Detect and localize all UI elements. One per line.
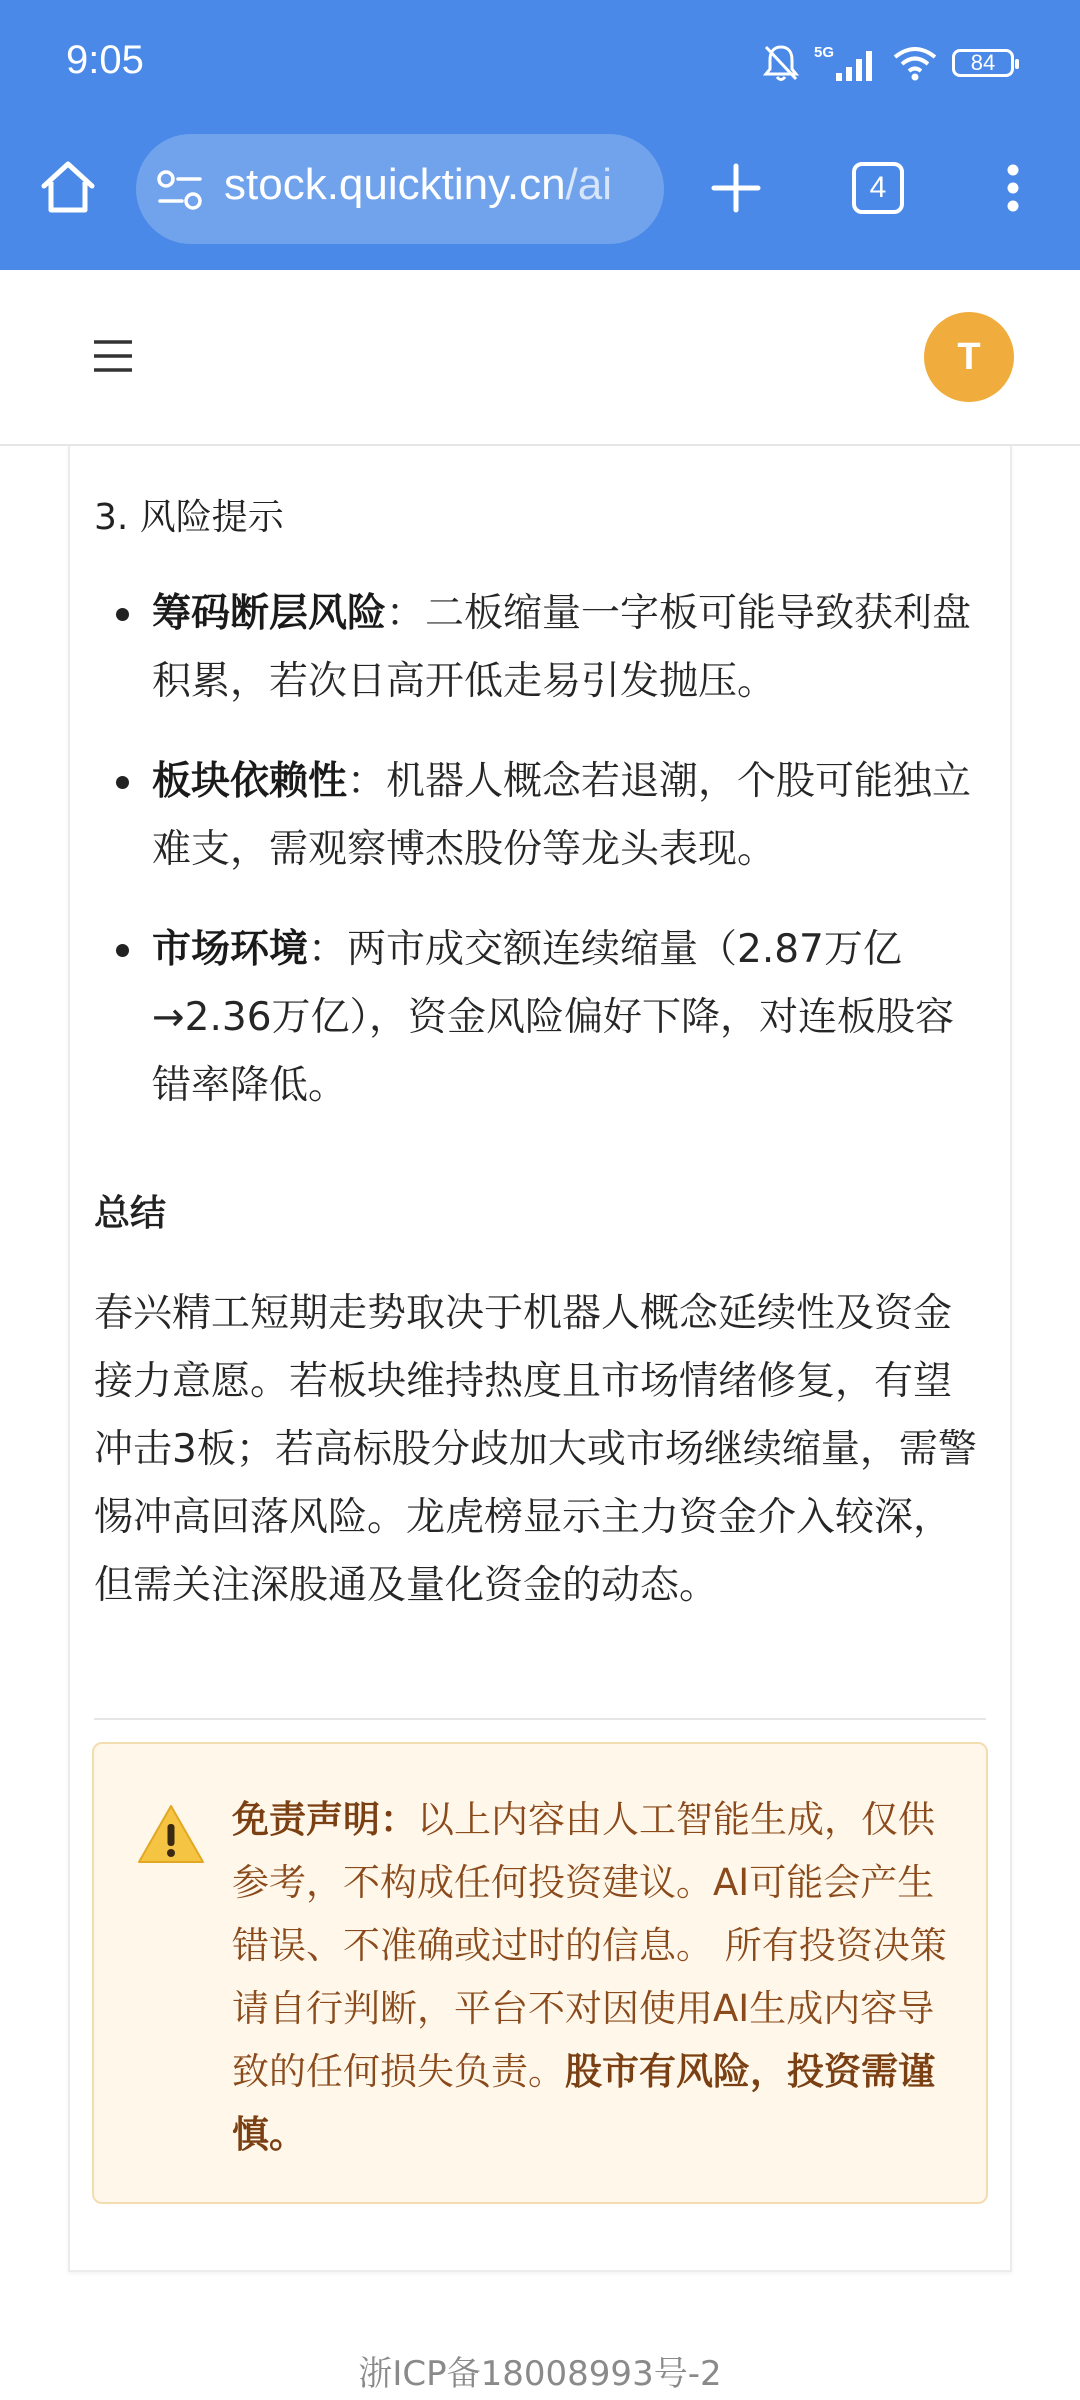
disclaimer-body: 以上内容由人工智能生成，仅供参考，不构成任何投资建议。AI可能会产生错误、不准确或过时的信息。 所有投资决策请自行判断，平台不对因使用AI生成内容导致的任何损失负责。	[232, 1798, 947, 2093]
status-icons	[762, 40, 1014, 86]
url-text[interactable]	[224, 160, 612, 210]
risk-list	[94, 580, 974, 1152]
more-menu-icon[interactable]	[998, 160, 1028, 220]
site-settings-icon[interactable]	[156, 168, 204, 212]
risk-term: 筹码断层风险	[152, 591, 387, 636]
battery-level: 84	[970, 50, 996, 75]
bell-muted-icon	[762, 43, 800, 83]
risk-separator: ：	[308, 927, 348, 972]
disclaimer-text	[232, 1788, 952, 2166]
summary-title: 总结	[94, 1193, 167, 1234]
site-header	[0, 270, 1080, 446]
divider	[94, 1718, 986, 1720]
icp-footer[interactable]: 浙ICP备18008993号-2	[358, 2354, 722, 2394]
signal-5g-icon	[814, 43, 878, 83]
list-item	[94, 748, 974, 884]
address-bar[interactable]	[136, 134, 664, 244]
list-item	[94, 916, 974, 1120]
status-time: 9:05	[66, 38, 144, 82]
risk-term: 板块依赖性	[152, 759, 348, 804]
disclaimer-box	[92, 1742, 988, 2204]
tab-switcher-button[interactable]	[852, 162, 904, 214]
home-icon[interactable]	[36, 156, 100, 220]
url-path: /ai	[565, 160, 613, 209]
risk-separator: ：	[347, 759, 387, 804]
disclaimer-label: 免责声明：	[232, 1798, 417, 1841]
battery-icon	[952, 49, 1014, 77]
user-avatar[interactable]	[924, 312, 1014, 402]
svg-text:5G: 5G	[814, 44, 835, 61]
summary-text: 春兴精工短期走势取决于机器人概念延续性及资金接力意愿。若板块维持热度且市场情绪修复，有望冲击3板；若高标股分歧加大或市场继续缩量，需警惕冲高回落风险。龙虎榜显示主力资金介入较深，但需关注深股通及量化资金的动态。	[94, 1291, 977, 1608]
avatar-initial: T	[957, 335, 981, 378]
risk-text: 机器人概念若退潮，个股可能独立难支，需观察博杰股份等龙头表现。	[152, 759, 972, 872]
risk-text: 两市成交额连续缩量（2.87万亿→2.36万亿），资金风险偏好下降，对连板股容错率降低。	[152, 927, 955, 1108]
risk-separator: ：	[386, 591, 426, 636]
risk-text: 二板缩量一字板可能导致获利盘积累，若次日高开低走易引发抛压。	[152, 591, 972, 704]
section-heading: 3. 风险提示	[94, 497, 284, 538]
list-item	[94, 580, 974, 716]
hamburger-menu-icon[interactable]	[92, 336, 134, 376]
wifi-icon	[892, 43, 938, 83]
disclaimer-emphasis: 股市有风险，投资需谨慎。	[232, 2050, 935, 2156]
new-tab-icon[interactable]	[706, 158, 766, 218]
browser-chrome	[0, 0, 1080, 270]
url-host: stock.quicktiny.cn	[224, 160, 566, 209]
warning-icon	[136, 1802, 206, 1866]
tab-count: 4	[869, 171, 887, 204]
risk-term: 市场环境	[152, 927, 309, 972]
